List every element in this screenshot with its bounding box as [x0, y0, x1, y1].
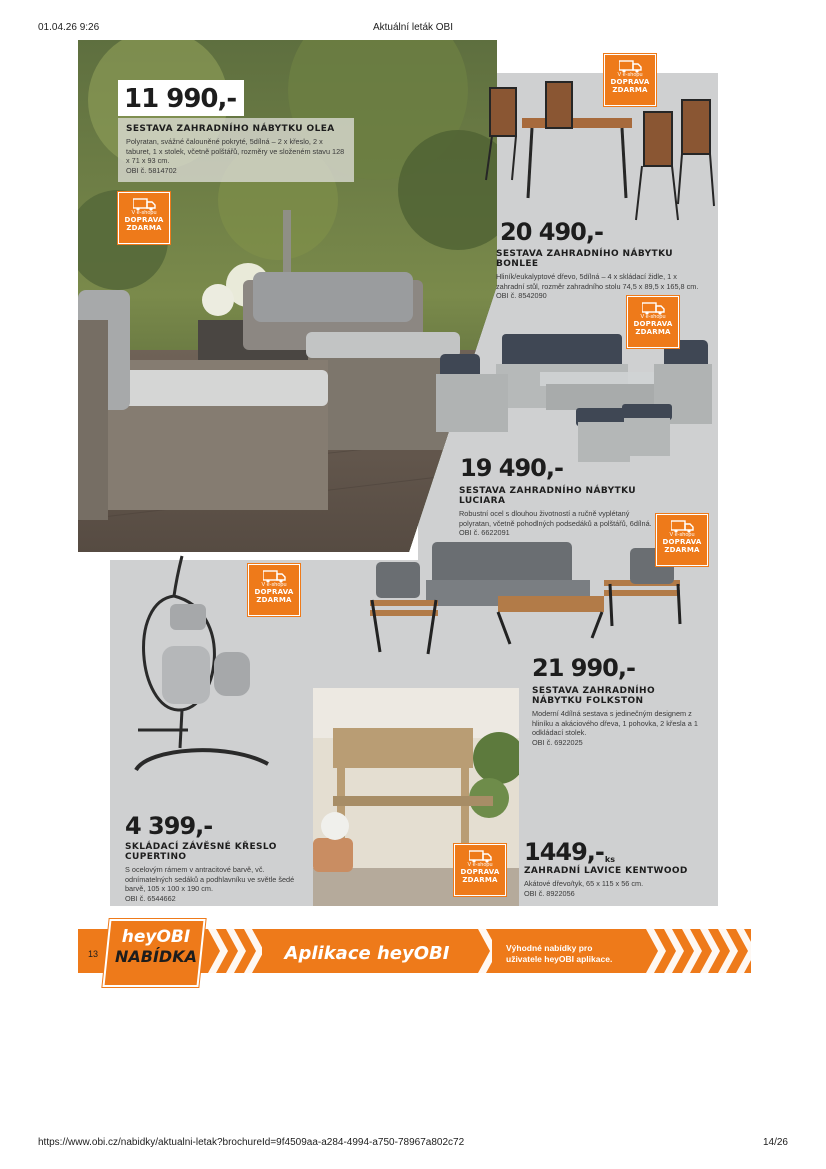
heyobi-app-subtitle-line-2: uživatele heyOBI aplikace.: [506, 954, 613, 964]
free-delivery-badge: [627, 296, 679, 348]
print-title: Aktuální leták OBI: [372, 22, 454, 33]
badge-line-3: ZDARMA: [635, 328, 671, 336]
kentwood-price-value: 1449,-: [524, 838, 604, 866]
folkston-title: SESTAVA ZAHRADNÍHO NÁBYTKU FOLKSTON: [532, 686, 656, 706]
kentwood-price: [524, 840, 615, 864]
badge-line-1: V e-shopu: [467, 862, 493, 868]
folkston-photo: [366, 534, 692, 662]
folkston-info: [532, 686, 702, 747]
badge-line-2: DOPRAVA: [460, 868, 500, 876]
badge-line-3: ZDARMA: [126, 224, 162, 232]
badge-line-2: DOPRAVA: [610, 78, 650, 86]
badge-line-1: V e-shopu: [617, 72, 643, 78]
luciara-info: [459, 486, 659, 537]
free-delivery-badge: [656, 514, 708, 566]
page-number: 13: [88, 949, 99, 959]
print-page-number: 14/26: [762, 1137, 788, 1148]
bonlee-code: OBI č. 8542090: [496, 291, 547, 301]
luciara-price: 19 490,-: [460, 454, 563, 482]
kentwood-title: ZAHRADNÍ LAVICE KENTWOOD: [524, 866, 688, 876]
badge-line-3: ZDARMA: [256, 596, 292, 604]
cupertino-price: 4 399,-: [125, 812, 213, 840]
olea-info-box: [118, 118, 354, 182]
olea-hero-photo: [78, 40, 497, 552]
heyobi-logo-text: [113, 927, 199, 967]
badge-line-2: DOPRAVA: [633, 320, 673, 328]
folkston-code: OBI č. 6922025: [532, 737, 583, 747]
bonlee-photo: [482, 80, 718, 228]
free-delivery-badge: [248, 564, 300, 616]
cupertino-info: [125, 842, 305, 903]
olea-code: OBI č. 5814702: [126, 165, 177, 175]
kentwood-price-unit: ks: [604, 855, 615, 864]
badge-line-2: DOPRAVA: [662, 538, 702, 546]
olea-description: Polyratan, svážné čalouněné pokryté, 5dílná – 2 x křeslo, 2 x taburet, 1 x stolek, včetně polštářů, rozměry ve složeném stavu 128 x 71 x 93 cm.: [126, 137, 345, 166]
badge-line-3: ZDARMA: [612, 86, 648, 94]
luciara-description: Robustní ocel s dlouhou životností a ručně vyplétaný polyratan, včetně pohodlných podsedáků a polštářů, 6dílná.: [459, 509, 652, 528]
print-footer: [38, 1137, 788, 1149]
luciara-code: OBI č. 6622091: [459, 528, 510, 538]
kentwood-code: OBI č. 8922056: [524, 888, 575, 898]
print-header: [38, 22, 788, 34]
heyobi-logo-line-1: heyOBI: [121, 927, 191, 947]
print-url[interactable]: https://www.obi.cz/nabidky/aktualni-letak?brochureId=9f4509aa-a284-4994-a750-78967a802c72: [38, 1137, 465, 1148]
cupertino-code: OBI č. 6544662: [125, 893, 176, 903]
free-delivery-badge: [118, 192, 170, 244]
olea-price: 11 990,-: [118, 80, 244, 116]
luciara-title: SESTAVA ZAHRADNÍHO NÁBYTKU LUCIARA: [459, 486, 636, 506]
heyobi-app-title[interactable]: Aplikace heyOBI: [262, 939, 472, 969]
print-date: 01.04.26 9:26: [38, 22, 100, 33]
bonlee-description: Hliník/eukalyptové dřevo, 5dílná – 4 x skládací židle, 1 x zahradní stůl, rozměr zahradního stolu 74,5 x 89,5 x 165,8 cm.: [496, 272, 699, 291]
badge-line-1: V e-shopu: [131, 210, 157, 216]
bonlee-price: 20 490,-: [500, 218, 603, 246]
badge-line-1: V e-shopu: [640, 314, 666, 320]
kentwood-description: Akátové dřevo/tyk, 65 x 115 x 56 cm.: [524, 879, 644, 888]
cupertino-description: S ocelovým rámem v antracitové barvě, vč. odnímatelných sedáků a podhlavníku ve světle šedé barvě, 105 x 100 x 190 cm.: [125, 865, 295, 894]
badge-line-3: ZDARMA: [664, 546, 700, 554]
heyobi-app-subtitle: [492, 939, 642, 969]
bonlee-info: [496, 249, 706, 300]
folkston-description: Moderní 4dílná sestava s jedinečným designem z hliníku a akáciového dřeva, 1 pohovka, 2 křesla a 1 odkládací stolek.: [532, 709, 698, 738]
badge-line-1: V e-shopu: [669, 532, 695, 538]
badge-line-1: V e-shopu: [261, 582, 287, 588]
free-delivery-badge: [454, 844, 506, 896]
badge-line-2: DOPRAVA: [124, 216, 164, 224]
heyobi-logo-line-2: NABÍDKA: [115, 947, 197, 966]
folkston-price: 21 990,-: [532, 654, 635, 682]
badge-line-2: DOPRAVA: [254, 588, 294, 596]
free-delivery-badge: [604, 54, 656, 106]
heyobi-app-subtitle-line-1: Výhodné nabídky pro: [506, 943, 593, 953]
bonlee-title: SESTAVA ZAHRADNÍHO NÁBYTKU BONLEE: [496, 249, 673, 269]
badge-line-3: ZDARMA: [462, 876, 498, 884]
olea-title: SESTAVA ZAHRADNÍHO NÁBYTKU OLEA: [126, 124, 335, 134]
kentwood-info: [524, 866, 714, 898]
cupertino-title: SKLÁDACÍ ZÁVĚSNÉ KŘESLO CUPERTINO: [125, 842, 277, 862]
